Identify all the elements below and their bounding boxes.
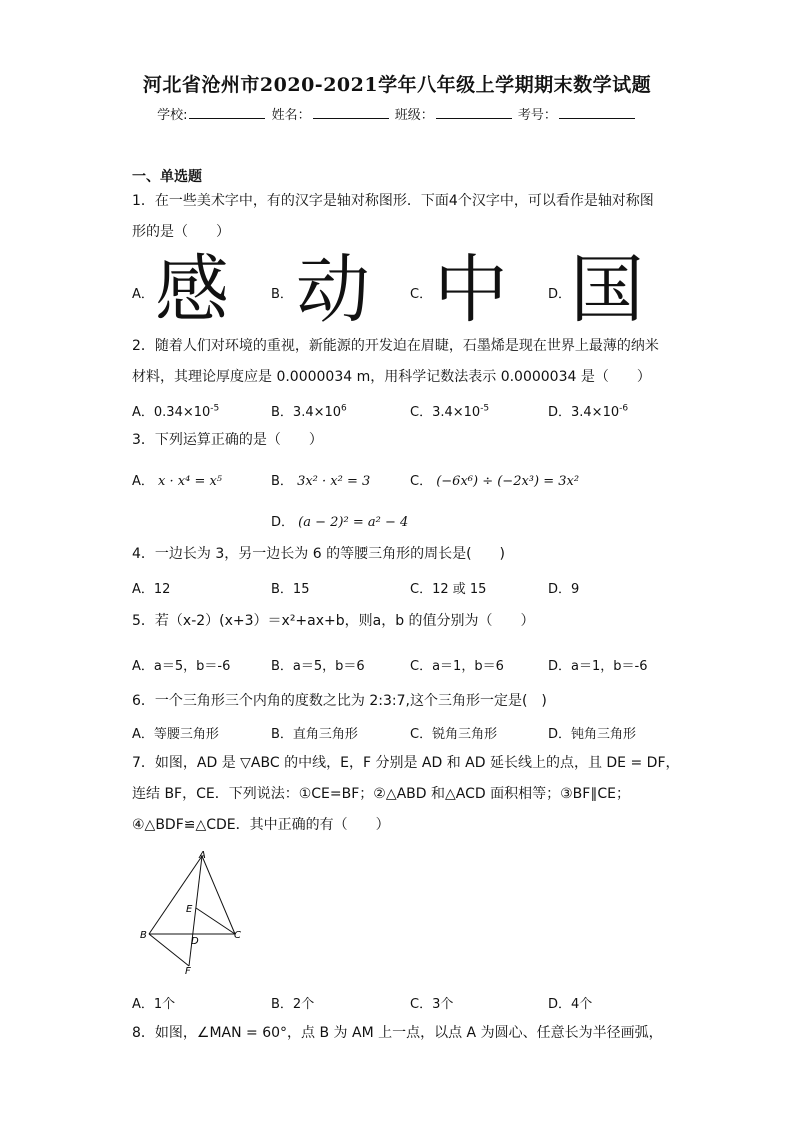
- q2-option-a[interactable]: [132, 401, 219, 420]
- question-4-stem: 4．一边长为 3，另一边长为 6 的等腰三角形的周长是( ): [132, 546, 505, 562]
- q1-option-d-label[interactable]: D．: [548, 287, 572, 302]
- q6-option-d[interactable]: D．钝角三角形: [548, 727, 637, 742]
- q7-option-a[interactable]: A．1个: [132, 997, 176, 1012]
- school-label: 学校:: [157, 108, 188, 123]
- question-1-line1: 1．在一些美术字中，有的汉字是轴对称图形．下面4个汉字中，可以看作是轴对称图: [132, 193, 654, 209]
- q1-option-c-label[interactable]: C．: [410, 287, 433, 302]
- q3-option-a-expr: x · x⁴ = x⁵: [158, 474, 223, 489]
- q2-option-b-exp: 6: [341, 403, 347, 414]
- q3-option-b-label: B．: [271, 474, 293, 489]
- label-c: C: [234, 930, 241, 941]
- q2-option-c-text: C．3.4×10: [410, 405, 481, 420]
- exam-title: 河北省沧州市2020-2021学年八年级上学期期末数学试题: [142, 74, 652, 96]
- triangle-figure: [135, 848, 255, 978]
- question-7-line3: ④△BDF≌△CDE．其中正确的有（ ）: [132, 817, 390, 833]
- q1-option-c-char: 中: [434, 247, 508, 333]
- q5-option-c[interactable]: C．a＝1，b＝6: [410, 659, 504, 674]
- label-e: E: [186, 904, 193, 915]
- name-label: 姓名：: [271, 108, 311, 123]
- q7-option-b[interactable]: B．2个: [271, 997, 315, 1012]
- q3-option-d-expr: (a − 2)² = a² − 4: [298, 515, 409, 530]
- q2-option-b[interactable]: [271, 401, 347, 420]
- q3-option-d-label: D．: [271, 515, 295, 530]
- class-blank[interactable]: [436, 106, 512, 119]
- school-blank[interactable]: [189, 106, 265, 119]
- q3-option-a-label: A．: [132, 474, 154, 489]
- label-b: B: [140, 930, 147, 941]
- q2-option-a-text: A．0.34×10: [132, 405, 211, 420]
- label-d: D: [191, 936, 199, 947]
- q2-option-d-exp: -6: [619, 403, 629, 414]
- q1-option-a-label[interactable]: A．: [132, 287, 154, 302]
- q6-option-a[interactable]: A．等腰三角形: [132, 727, 219, 742]
- q2-option-b-text: B．3.4×10: [271, 405, 342, 420]
- q1-option-d-char: 国: [570, 247, 644, 333]
- q1-option-a-char: 感: [155, 247, 229, 333]
- segment-ac: [202, 856, 235, 934]
- q2-option-d[interactable]: [548, 401, 628, 420]
- q5-option-b[interactable]: B．a＝5，b＝6: [271, 659, 365, 674]
- q2-option-c[interactable]: [410, 401, 489, 420]
- q3-option-c-label: C．: [410, 474, 433, 489]
- name-blank[interactable]: [313, 106, 389, 119]
- q4-option-c[interactable]: C．12 或 15: [410, 582, 487, 597]
- q2-option-d-text: D．3.4×10: [548, 405, 620, 420]
- q5-option-d[interactable]: D．a＝1，b＝-6: [548, 659, 648, 674]
- question-7-line1: 7．如图，AD 是 ▽ABC 的中线，E，F 分别是 AD 和 AD 延长线上的点，且 DE = DF，: [132, 755, 680, 771]
- question-7-line2: 连结 BF，CE．下列说法：①CE=BF；②△ABD 和△ACD 面积相等；③BF∥CE；: [132, 786, 630, 802]
- question-2-stem: [132, 331, 672, 393]
- q6-option-b[interactable]: B．直角三角形: [271, 727, 358, 742]
- question-7-stem: [132, 748, 692, 841]
- q1-option-b-label[interactable]: B．: [271, 287, 293, 302]
- q3-option-c-expr: (−6x⁶) ÷ (−2x³) = 3x²: [436, 474, 580, 489]
- class-label: 班级：: [394, 108, 434, 123]
- section-heading: 一、单选题: [132, 169, 202, 185]
- q1-option-b-char: 动: [296, 247, 370, 333]
- question-1-stem: [132, 186, 672, 248]
- q4-option-b[interactable]: B．15: [271, 582, 310, 597]
- q4-option-a[interactable]: A．12: [132, 582, 171, 597]
- q2-option-a-exp: -5: [210, 403, 220, 414]
- segment-bf: [149, 934, 189, 966]
- question-2-line2: 材料，其理论厚度应是 0.0000034 m，用科学记数法表示 0.0000034 是（ ）: [132, 369, 651, 385]
- student-info-line: [0, 104, 794, 123]
- q7-option-c[interactable]: C．3个: [410, 997, 454, 1012]
- q3-option-d[interactable]: [271, 511, 408, 530]
- question-5-stem: 5．若（x-2）(x+3）＝x²+ax+b，则a，b 的值分别为（ ）: [132, 613, 535, 629]
- q3-option-b[interactable]: [271, 470, 370, 489]
- q5-option-a[interactable]: A．a＝5，b＝-6: [132, 659, 231, 674]
- q7-option-d[interactable]: D．4个: [548, 997, 593, 1012]
- id-blank[interactable]: [559, 106, 635, 119]
- q2-option-c-exp: -5: [480, 403, 490, 414]
- q4-option-d[interactable]: D．9: [548, 582, 580, 597]
- question-6-stem: 6．一个三角形三个内角的度数之比为 2:3:7,这个三角形一定是( ): [132, 693, 547, 709]
- q6-option-c[interactable]: C．锐角三角形: [410, 727, 498, 742]
- id-label: 考号：: [517, 108, 557, 123]
- label-a: A: [199, 850, 206, 861]
- label-f: F: [185, 966, 191, 977]
- question-2-line1: 2．随着人们对环境的重视，新能源的开发迫在眉睫，石墨烯是现在世界上最薄的纳米: [132, 338, 659, 354]
- question-1-line2: 形的是（ ）: [132, 224, 230, 240]
- question-8-stem: 8．如图，∠MAN = 60°，点 B 为 AM 上一点，以点 A 为圆心、任意长为半径画弧，: [132, 1025, 663, 1041]
- question-3-stem: 3．下列运算正确的是（ ）: [132, 432, 323, 448]
- q3-option-a[interactable]: [132, 470, 222, 489]
- q3-option-b-expr: 3x² · x² = 3: [297, 474, 371, 489]
- q3-option-c[interactable]: [410, 470, 579, 489]
